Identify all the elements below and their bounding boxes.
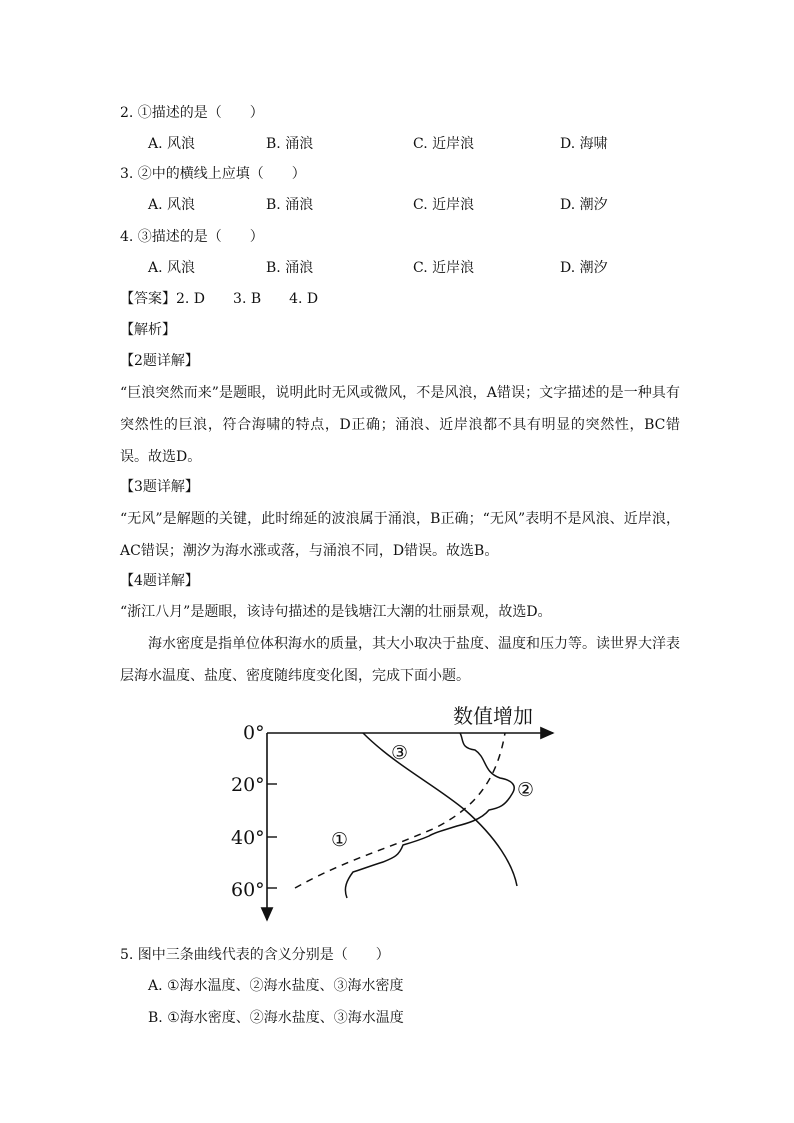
latitude-chart: [231, 700, 555, 925]
detail-3-text: “无风”是解题的关键，此时绵延的波浪属于涌浪，B正确；“无风”表明不是风浪、近岸浪，AC错误；潮汐为海水涨或落，与涌浪不同，D错误。故选B。: [120, 511, 680, 559]
option-b: B. 涌浪: [266, 260, 314, 276]
curve-label-3: ③: [391, 742, 409, 764]
question-3-stem: 3. ②中的横线上应填（ ）: [120, 166, 306, 182]
detail-4-heading: 【4题详解】: [120, 573, 199, 589]
x-axis-title: 数值增加: [453, 704, 533, 728]
option-c: C. 近岸浪: [413, 260, 475, 276]
curve-label-2: ②: [517, 779, 535, 801]
option-d: D. 海啸: [560, 136, 608, 152]
detail-3-heading: 【3题详解】: [120, 479, 199, 495]
option-a: A. 风浪: [148, 136, 196, 152]
option-b: B. 涌浪: [266, 197, 314, 213]
option-c: C. 近岸浪: [413, 136, 475, 152]
tick-label-0: 0°: [243, 722, 265, 744]
tick-label-40: 40°: [231, 827, 265, 849]
tick-label-60: 60°: [231, 879, 265, 901]
answer-line: 【答案】2. D 3. B 4. D: [120, 291, 319, 307]
option-b: B. 涌浪: [266, 136, 314, 152]
curve-label-1: ①: [331, 829, 349, 851]
detail-2-text: “巨浪突然而来”是题眼，说明此时无风或微风，不是风浪，A错误；文字描述的是一种具有突然性的巨浪，符合海啸的特点，D正确；涌浪、近岸浪都不具有明显的突然性，BC错误。故选D。: [120, 385, 680, 465]
curve-2: [345, 733, 514, 898]
question-4-options: [148, 258, 648, 278]
question-4-stem: 4. ③描述的是（ ）: [120, 229, 264, 245]
detail-4-text: “浙江八月”是题眼，该诗句描述的是钱塘江大潮的壮丽景观，故选D。: [120, 604, 552, 620]
option-a: A. 风浪: [148, 197, 196, 213]
option-a: A. 风浪: [148, 260, 196, 276]
question-2-options: [148, 134, 648, 154]
question-5-stem: 5. 图中三条曲线代表的含义分别是（ ）: [120, 947, 390, 963]
detail-2-heading: 【2题详解】: [120, 353, 199, 369]
option-a: A. ①海水温度、②海水盐度、③海水密度: [148, 978, 404, 994]
option-d: D. 潮汐: [560, 197, 608, 213]
option-b: B. ①海水密度、②海水盐度、③海水温度: [148, 1010, 404, 1026]
analysis-heading: 【解析】: [120, 322, 176, 338]
tick-label-20: 20°: [231, 774, 265, 796]
option-d: D. 潮汐: [560, 260, 608, 276]
intro-paragraph: 海水密度是指单位体积海水的质量，其大小取决于盐度、温度和压力等。读世界大洋表层海水温度、盐度、密度随纬度变化图，完成下面小题。: [120, 636, 680, 684]
question-2-stem: 2. ①描述的是（ ）: [120, 105, 264, 121]
option-c: C. 近岸浪: [413, 197, 475, 213]
question-3-options: [148, 195, 648, 215]
